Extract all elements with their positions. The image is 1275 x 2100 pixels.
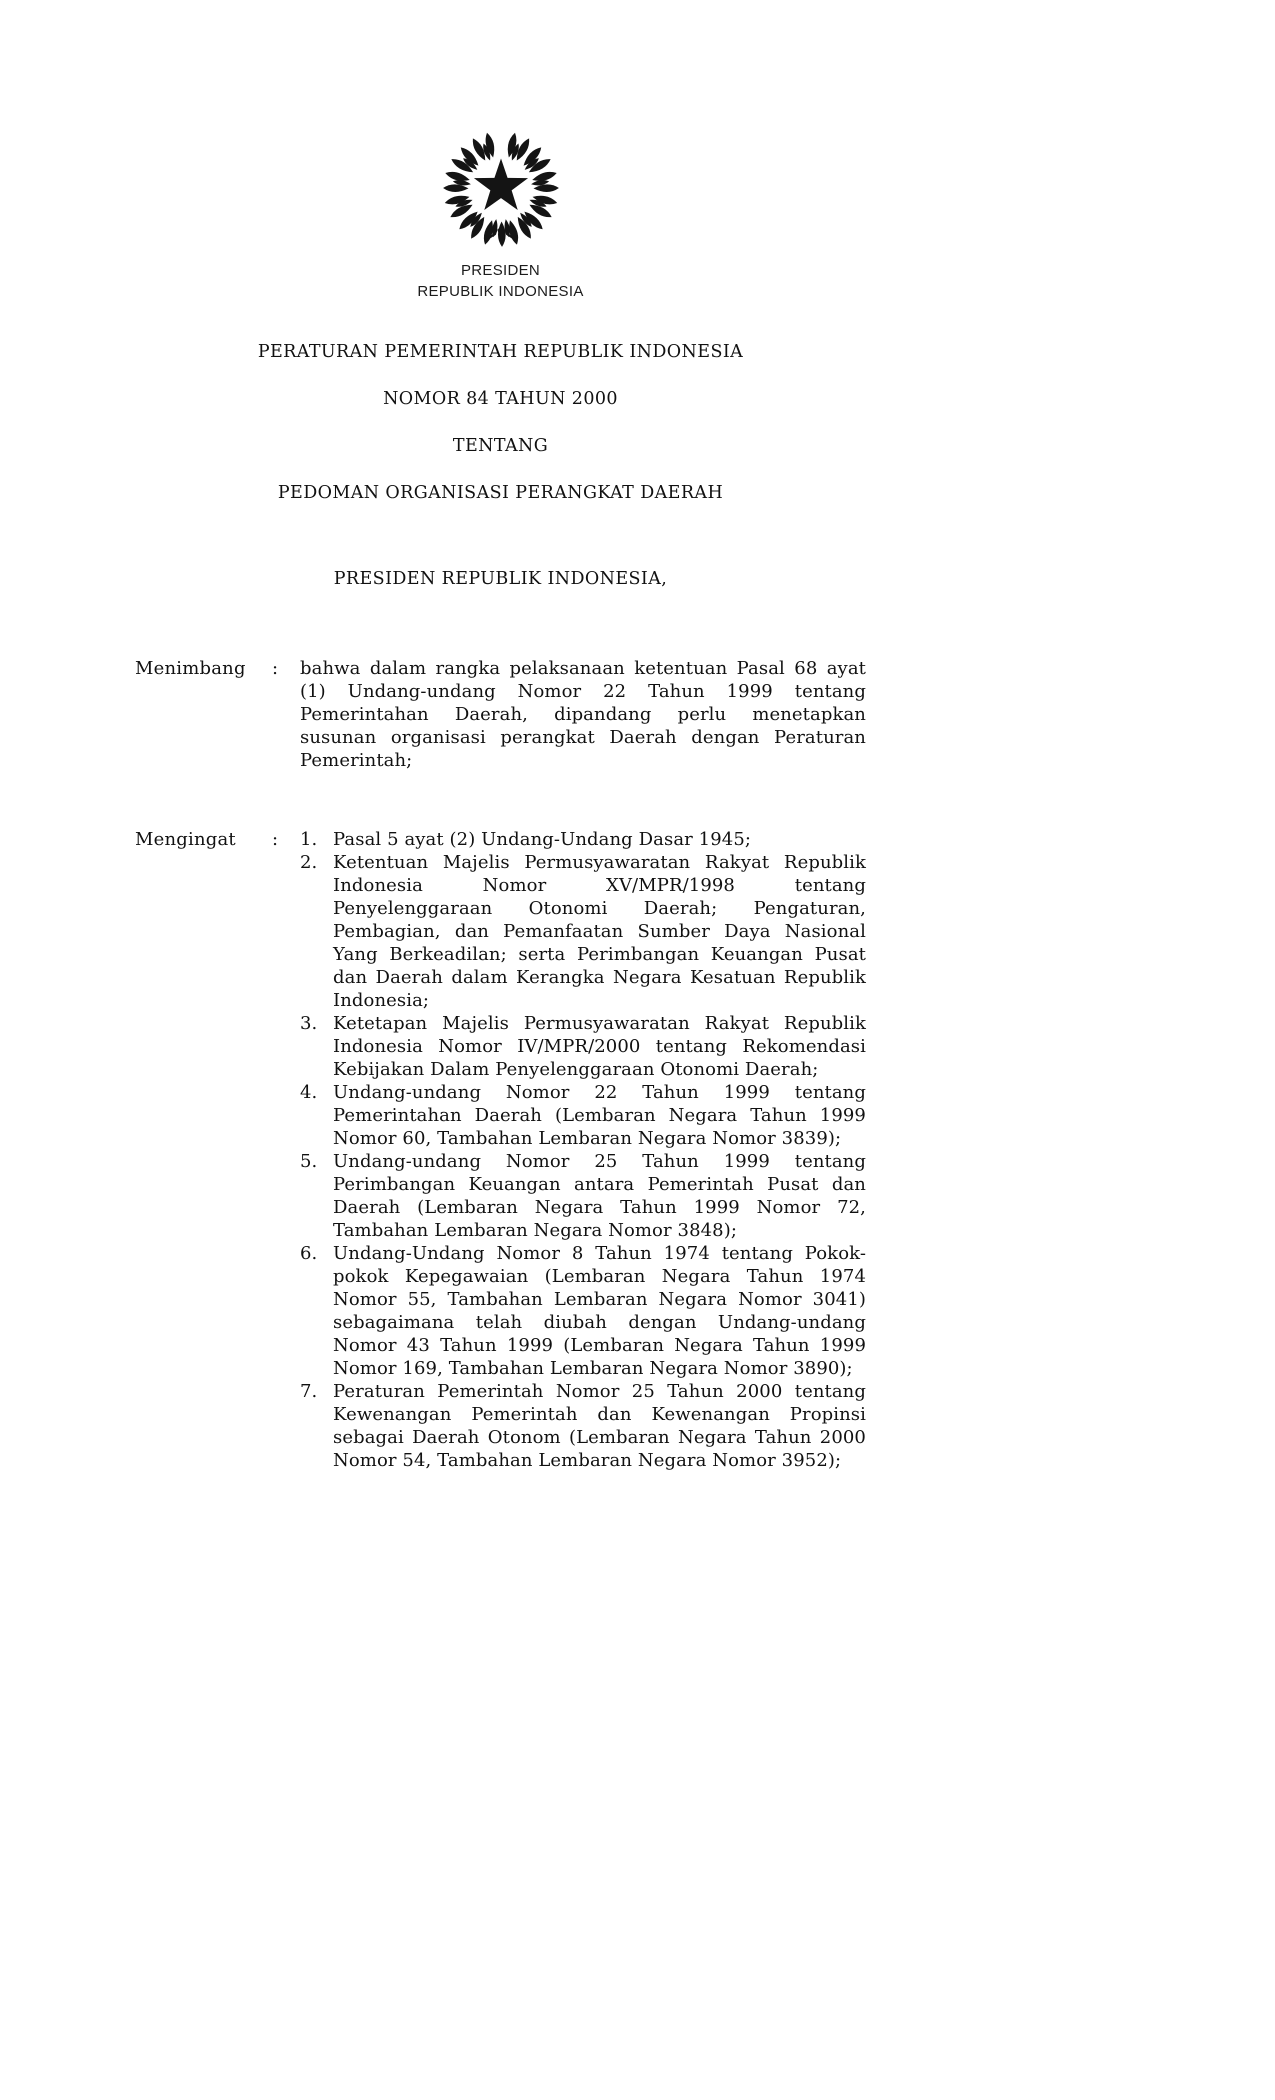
mengingat-label: Mengingat: [135, 829, 236, 850]
item-text: Undang-undang Nomor 25 Tahun 1999 tentang Perimbangan Keuangan antara Pemerintah Pusat dan Daerah (Lembaran Negara Tahun 1999 Nomor 72, Tambahan Lembaran Negara Nomor 3848);: [333, 1151, 866, 1241]
document-title-block: [135, 342, 866, 503]
title-number-year: NOMOR 84 TAHUN 2000: [383, 389, 618, 409]
item-text: Pasal 5 ayat (2) Undang-Undang Dasar 1945;: [333, 829, 752, 850]
item-number: 6.: [300, 1243, 318, 1264]
menimbang-colon: :: [272, 658, 279, 679]
mengingat-section: [135, 828, 866, 1472]
item-text: Ketentuan Majelis Permusyawaratan Rakyat Republik Indonesia Nomor XV/MPR/1998 tentang Penyelenggaraan Otonomi Daerah; Pengaturan, Pembagian, dan Pemanfaatan Sumber Daya Nasional Yang Berkeadilan; serta Perimbangan Keuangan Pusat dan Daerah dalam Kerangka Negara Kesatuan Republik Indonesia;: [333, 852, 866, 1011]
item-number: 7.: [300, 1381, 318, 1402]
list-item: [300, 1012, 866, 1081]
list-item: [300, 851, 866, 1012]
item-text: Ketetapan Majelis Permusyawaratan Rakyat Republik Indonesia Nomor IV/MPR/2000 tentang Rekomendasi Kebijakan Dalam Penyelenggaraan Otonomi Daerah;: [333, 1013, 866, 1080]
item-number: 1.: [300, 829, 318, 850]
item-text: Undang-Undang Nomor 8 Tahun 1974 tentang Pokok-pokok Kepegawaian (Lembaran Negara Tahun 1974 Nomor 55, Tambahan Lembaran Negara Nomor 3041) sebagaimana telah diubah dengan Undang-undang Nomor 43 Tahun 1999 (Lembaran Negara Tahun 1999 Nomor 169, Tambahan Lembaran Negara Nomor 3890);: [333, 1243, 866, 1379]
item-number: 4.: [300, 1082, 318, 1103]
item-number: 2.: [300, 852, 318, 873]
title-subject: PEDOMAN ORGANISASI PERANGKAT DAERAH: [277, 483, 724, 503]
letterhead-line-presiden: PRESIDEN: [460, 262, 541, 279]
letterhead-line-republik-indonesia: REPUBLIK INDONESIA: [417, 283, 584, 300]
list-item: [300, 1081, 866, 1150]
letterhead: [135, 260, 866, 302]
menimbang-label: Menimbang: [135, 658, 246, 679]
item-number: 5.: [300, 1151, 318, 1172]
menimbang-section: [135, 657, 866, 772]
menimbang-text: bahwa dalam rangka pelaksanaan ketentuan Pasal 68 ayat (1) Undang-undang Nomor 22 Tahun 1999 tentang Pemerintahan Daerah, dipandang perlu menetapkan susunan organisasi perangkat Daerah dengan Peraturan Pemerintah;: [300, 658, 866, 771]
list-item: [300, 1380, 866, 1472]
item-text: Peraturan Pemerintah Nomor 25 Tahun 2000 tentang Kewenangan Pemerintah dan Kewenangan Propinsi sebagai Daerah Otonom (Lembaran Negara Tahun 2000 Nomor 54, Tambahan Lembaran Negara Nomor 3952);: [333, 1381, 866, 1471]
salutation-line: PRESIDEN REPUBLIK INDONESIA,: [333, 569, 668, 589]
item-number: 3.: [300, 1013, 318, 1034]
star-icon: [473, 159, 527, 210]
mengingat-colon: :: [272, 829, 279, 850]
emblem-container: [135, 126, 866, 252]
document-page: [135, 0, 866, 1472]
item-text: Undang-undang Nomor 22 Tahun 1999 tentang Pemerintahan Daerah (Lembaran Negara Tahun 1999 Nomor 60, Tambahan Lembaran Negara Nomor 3839);: [333, 1082, 866, 1149]
mengingat-list: [300, 828, 866, 1472]
title-tentang: TENTANG: [452, 436, 549, 456]
title-regulation-name: PERATURAN PEMERINTAH REPUBLIK INDONESIA: [257, 342, 744, 362]
list-item: [300, 1242, 866, 1380]
list-item: [300, 1150, 866, 1242]
presidential-wreath-star-emblem-icon: [440, 126, 562, 252]
list-item: [300, 828, 866, 851]
